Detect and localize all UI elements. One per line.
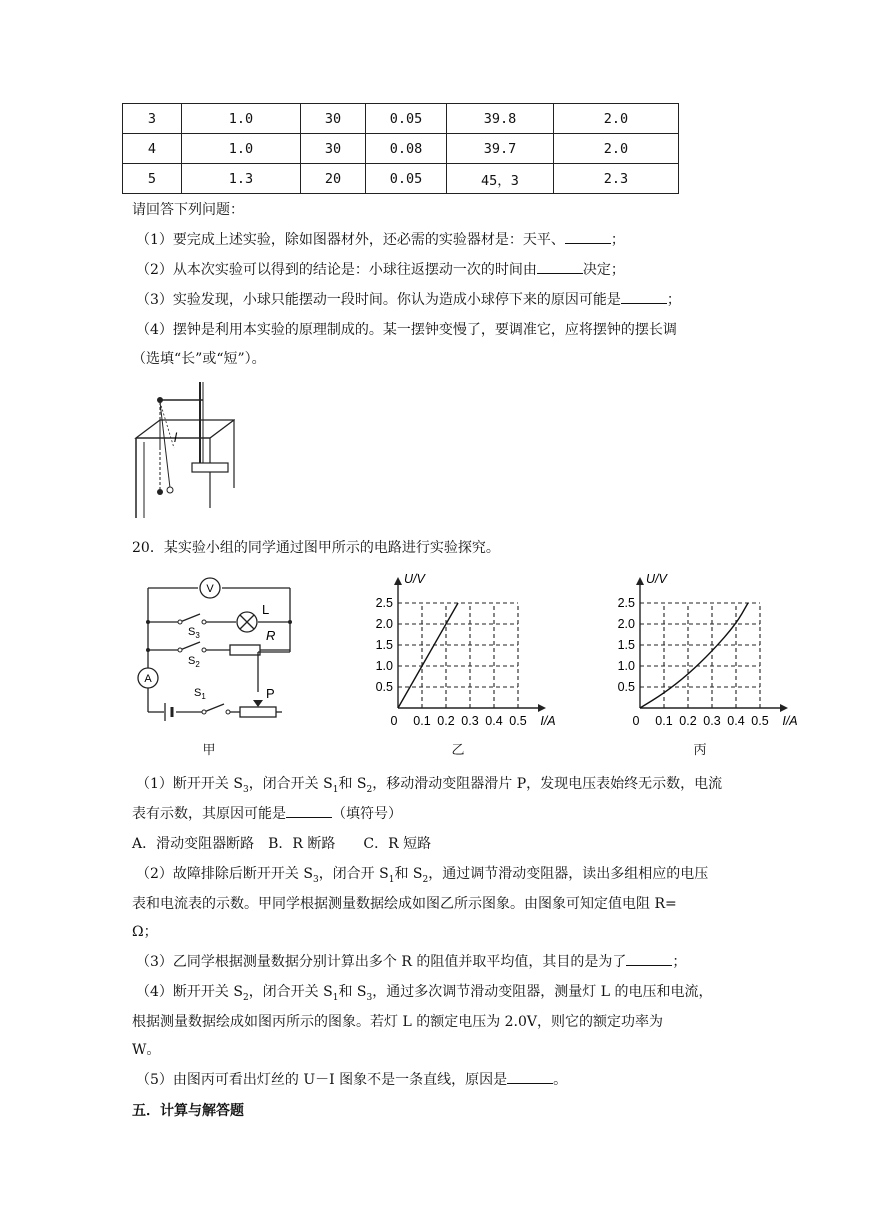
svg-text:L: L	[262, 602, 270, 617]
svg-text:S1: $S_1$	[194, 687, 206, 701]
circuit-diagram	[132, 572, 302, 722]
table-row	[123, 104, 679, 134]
answer-blank[interactable]	[537, 261, 583, 274]
q20-part5: （5）由图丙可看出灯丝的 U－I 图象不是一条直线，原因是 。	[136, 1072, 568, 1088]
svg-text:P: P	[266, 686, 275, 701]
table-cell: 5	[123, 164, 182, 194]
table-cell: 20	[301, 164, 366, 194]
series-line	[640, 603, 748, 708]
table-cell: 2.3	[554, 164, 679, 194]
q20-part2-cont: 表和电流表的示数。甲同学根据测量数据绘成如图乙所示图象。由图象可知定值电阻 R=	[132, 896, 677, 912]
y-axis-label: U/V	[646, 572, 667, 586]
x-tick-label: 0.5	[751, 714, 769, 728]
table-cell: 39.8	[447, 104, 554, 134]
x-axis-label: I/A	[540, 714, 556, 728]
svg-text:V: V	[206, 583, 214, 595]
table-cell: 4	[123, 134, 182, 164]
svg-text:R: R	[266, 628, 276, 643]
x-axis-label: I/A	[782, 714, 798, 728]
y-tick-label: 0.5	[617, 680, 635, 694]
table-cell: 2.0	[554, 104, 679, 134]
table-cell: 3	[123, 104, 182, 134]
table-cell: 45，3	[447, 164, 554, 194]
y-tick-label: 2.0	[375, 617, 393, 631]
chart-yi	[360, 566, 570, 731]
q20-part1: （1）断开开关 $S_3$，闭合开关 $S_1$和 $S_2$，移动滑动变阻器滑片 P，发现电压表始终无示数，电流	[136, 776, 723, 795]
x-axis-arrow	[780, 704, 788, 712]
answer-blank[interactable]	[507, 1071, 553, 1084]
y-tick-label: 2.5	[617, 596, 635, 610]
x-tick-label: 0.2	[679, 714, 697, 728]
table-cell: 1.0	[182, 104, 301, 134]
caption-bing: 丙	[693, 743, 707, 758]
answer-blank[interactable]	[286, 805, 332, 818]
table-cell: 30	[301, 134, 366, 164]
q20-part4-cont: 根据测量数据绘成如图丙所示的图象。若灯 L 的额定电压为 2.0V，则它的额定功率为	[132, 1014, 664, 1030]
q20-part3: （3）乙同学根据测量数据分别计算出多个 R 的阻值并取平均值，其目的是为了 ；	[136, 954, 687, 970]
q20-options: A．滑动变阻器断路 B．R 断路 C．R 短路	[132, 836, 432, 852]
q20-part2: （2）故障排除后断开开关 $S_3$，闭合开 $S_1$和 $S_2$，通过调节滑动变阻器，读出多组相应的电压	[136, 866, 709, 885]
q19-part3: （3）实验发现，小球只能摆动一段时间。你认为造成小球停下来的原因可能是 ；	[136, 292, 681, 308]
table-cell: 1.0	[182, 134, 301, 164]
q20-part4-unit: W。	[132, 1042, 161, 1058]
series-line	[398, 603, 458, 708]
x-tick-label: 0.4	[485, 714, 503, 728]
table-cell: 2.0	[554, 134, 679, 164]
x-axis-arrow	[538, 704, 546, 712]
results-table	[122, 103, 679, 194]
table-row	[123, 134, 679, 164]
table-cell: 39.7	[447, 134, 554, 164]
q19-part1: （1）要完成上述实验，除如图器材外，还必需的实验器材是：天平、 ；	[136, 232, 625, 248]
y-tick-label: 1.5	[375, 638, 393, 652]
x-tick-label: 0.5	[509, 714, 527, 728]
chart-bing	[602, 566, 812, 731]
x-tick-label: 0.1	[413, 714, 431, 728]
x-tick-label: 0.1	[655, 714, 673, 728]
x-tick-label: 0.3	[703, 714, 721, 728]
q20-part1-cont: 表有示数，其原因可能是 （填符号）	[132, 806, 402, 822]
table-cell: 1.3	[182, 164, 301, 194]
x-tick-label: 0.2	[437, 714, 455, 728]
y-tick-label: 1.0	[617, 659, 635, 673]
answer-blank[interactable]	[621, 291, 667, 304]
q19-part2: （2）从本次实验可以得到的结论是：小球往返摆动一次的时间由 决定；	[136, 262, 625, 278]
pendulum-figure	[130, 378, 235, 523]
table-cell: 30	[301, 104, 366, 134]
table-cell: 0.05	[366, 164, 447, 194]
q19-part4: （4）摆钟是利用本实验的原理制成的。某一摆钟变慢了，要调准它，应将摆钟的摆长调	[136, 322, 677, 338]
y-tick-label: 2.5	[375, 596, 393, 610]
answer-blank[interactable]	[626, 953, 672, 966]
pendulum-bob	[157, 489, 163, 495]
q20-part2-unit: Ω；	[132, 924, 158, 940]
y-tick-label: 1.0	[375, 659, 393, 673]
y-axis-arrow	[394, 577, 402, 585]
x-tick-label: 0.4	[727, 714, 745, 728]
q20-part4: （4）断开开关 $S_2$，闭合开关 $S_1$和 $S_3$，通过多次调节滑动变阻器，测量灯 L 的电压和电流，	[136, 984, 713, 1003]
y-tick-label: 0.5	[375, 680, 393, 694]
table-cell: 0.08	[366, 134, 447, 164]
svg-text:A: A	[144, 673, 152, 685]
caption-jia: 甲	[202, 743, 216, 758]
x-tick-label: 0.3	[461, 714, 479, 728]
x-tick-label: 0	[390, 714, 398, 728]
x-tick-label: 0	[632, 714, 640, 728]
table-row	[123, 164, 679, 194]
caption-yi: 乙	[451, 743, 465, 758]
q20-title: 20．某实验小组的同学通过图甲所示的电路进行实验探究。	[132, 540, 500, 556]
y-axis-arrow	[636, 577, 644, 585]
table-cell: 0.05	[366, 104, 447, 134]
svg-text:S2: $S_2$	[188, 655, 200, 669]
section-heading: 五．计算与解答题	[132, 1103, 244, 1119]
y-axis-label: U/V	[404, 572, 425, 586]
q19-prompt: 请回答下列问题：	[132, 202, 244, 218]
y-tick-label: 2.0	[617, 617, 635, 631]
q19-part4-cont: （选填“长”或“短”）。	[132, 351, 266, 367]
svg-text:S3: $S_3$	[188, 626, 200, 640]
answer-blank[interactable]	[565, 231, 611, 244]
length-label: l	[174, 430, 177, 445]
y-tick-label: 1.5	[617, 638, 635, 652]
